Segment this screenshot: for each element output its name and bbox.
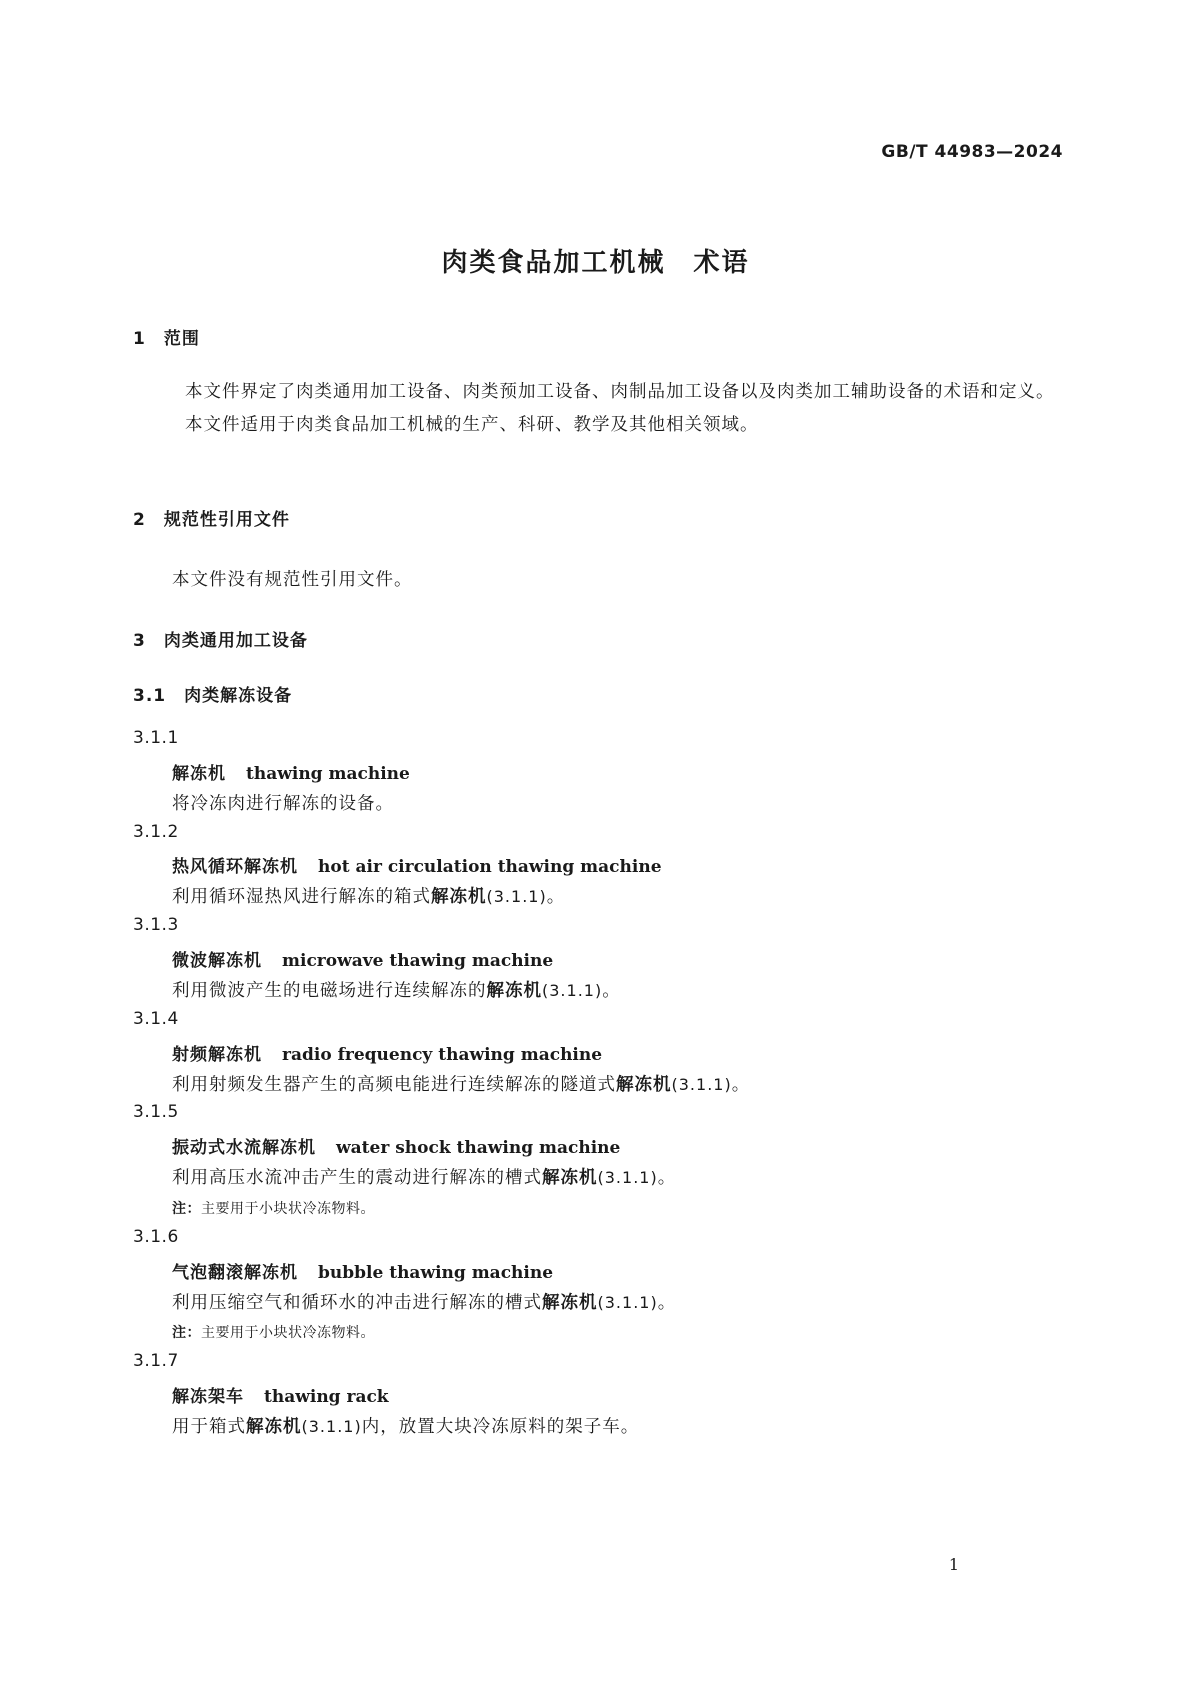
definition-end: 。 (602, 981, 621, 1001)
definition-end: 。 (731, 1075, 751, 1095)
term-number: 3.1.4 (133, 1009, 179, 1029)
term-definition (172, 883, 565, 908)
term-chinese: 射频解冻机 (172, 1045, 262, 1065)
term-english: hot air circulation thawing machine (318, 857, 662, 877)
term-definition (172, 977, 621, 1002)
page-number: 1 (948, 1555, 959, 1574)
cross-reference-term: 解冻机 (431, 887, 487, 907)
cross-reference-term: 解冻机 (246, 1417, 302, 1437)
term-definition (172, 1289, 676, 1314)
term-number: 3.1.3 (133, 915, 179, 935)
cross-reference-number: (3.1.1) (542, 981, 603, 1000)
standard-code: GB/T 44983—2024 (881, 142, 1063, 162)
term-heading (172, 852, 662, 877)
cross-reference-number: (3.1.1) (486, 887, 547, 906)
document-title: 肉类食品加工机械 术语 (441, 248, 750, 278)
term-english: bubble thawing machine (318, 1263, 554, 1283)
note-label: 注： (172, 1325, 201, 1341)
term-definition (172, 1164, 676, 1189)
cross-reference-term: 解冻机 (542, 1168, 598, 1188)
cross-reference-number: (3.1.1) (597, 1293, 658, 1312)
definition-end: 。 (657, 1293, 677, 1313)
term-heading (172, 946, 553, 971)
term-number: 3.1.6 (133, 1227, 179, 1247)
term-definition (172, 1071, 750, 1096)
section-2-heading: 2 规范性引用文件 (133, 510, 290, 530)
term-english: radio frequency thawing machine (282, 1045, 603, 1065)
term-heading (172, 1040, 602, 1065)
term-note (172, 1322, 375, 1342)
term-definition (172, 790, 394, 815)
section-1-heading: 1 范围 (133, 329, 200, 349)
term-heading (172, 1133, 620, 1158)
cross-reference-term: 解冻机 (616, 1075, 672, 1095)
term-chinese: 气泡翻滚解冻机 (172, 1263, 298, 1283)
cross-reference-number: (3.1.1) (671, 1075, 732, 1094)
section-3-heading: 3 肉类通用加工设备 (133, 631, 308, 651)
term-chinese: 微波解冻机 (172, 951, 262, 971)
term-english: thawing rack (264, 1387, 389, 1407)
definition-end: 。 (546, 887, 566, 907)
section-1-para-1: 本文件界定了肉类通用加工设备、肉类预加工设备、肉制品加工设备以及肉类加工辅助设备的术语和定义。 (185, 382, 1055, 402)
definition-text: 利用微波产生的电磁场进行连续解冻的 (172, 981, 487, 1001)
definition-text: 用于箱式 (172, 1417, 246, 1437)
definition-text: 将冷冻肉进行解冻的设备。 (172, 794, 394, 814)
definition-text: 利用循环湿热风进行解冻的箱式 (172, 887, 431, 907)
term-chinese: 振动式水流解冻机 (172, 1138, 316, 1158)
term-chinese: 解冻机 (172, 764, 226, 784)
definition-end: 内，放置大块冷冻原料的架子车。 (361, 1417, 640, 1437)
cross-reference-term: 解冻机 (542, 1293, 598, 1313)
term-definition (172, 1413, 639, 1438)
term-heading (172, 1382, 389, 1407)
section-1-para-2: 本文件适用于肉类食品加工机械的生产、科研、教学及其他相关领域。 (185, 415, 759, 435)
term-note (172, 1198, 375, 1218)
note-label: 注： (172, 1201, 201, 1217)
term-number: 3.1.2 (133, 822, 179, 842)
cross-reference-term: 解冻机 (486, 981, 542, 1001)
definition-end: 。 (657, 1168, 677, 1188)
term-number: 3.1.5 (133, 1102, 179, 1122)
cross-reference-number: (3.1.1) (597, 1168, 658, 1187)
section-1-body (145, 376, 1065, 442)
term-english: water shock thawing machine (336, 1138, 621, 1158)
term-number: 3.1.7 (133, 1351, 179, 1371)
term-chinese: 热风循环解冻机 (172, 857, 298, 877)
section-2-para: 本文件没有规范性引用文件。 (172, 570, 413, 590)
section-3-1-heading: 3.1 肉类解冻设备 (133, 686, 293, 706)
definition-text: 利用压缩空气和循环水的冲击进行解冻的槽式 (172, 1293, 542, 1313)
term-heading (172, 1258, 553, 1283)
term-english: microwave thawing machine (282, 951, 554, 971)
definition-text: 利用高压水流冲击产生的震动进行解冻的槽式 (172, 1168, 542, 1188)
definition-text: 利用射频发生器产生的高频电能进行连续解冻的隧道式 (172, 1075, 616, 1095)
term-chinese: 解冻架车 (172, 1387, 244, 1407)
note-text: 主要用于小块状冷冻物料。 (201, 1201, 375, 1217)
term-heading (172, 759, 410, 784)
note-text: 主要用于小块状冷冻物料。 (201, 1325, 375, 1341)
term-english: thawing machine (246, 764, 410, 784)
cross-reference-number: (3.1.1) (301, 1417, 362, 1436)
term-number: 3.1.1 (133, 728, 179, 748)
